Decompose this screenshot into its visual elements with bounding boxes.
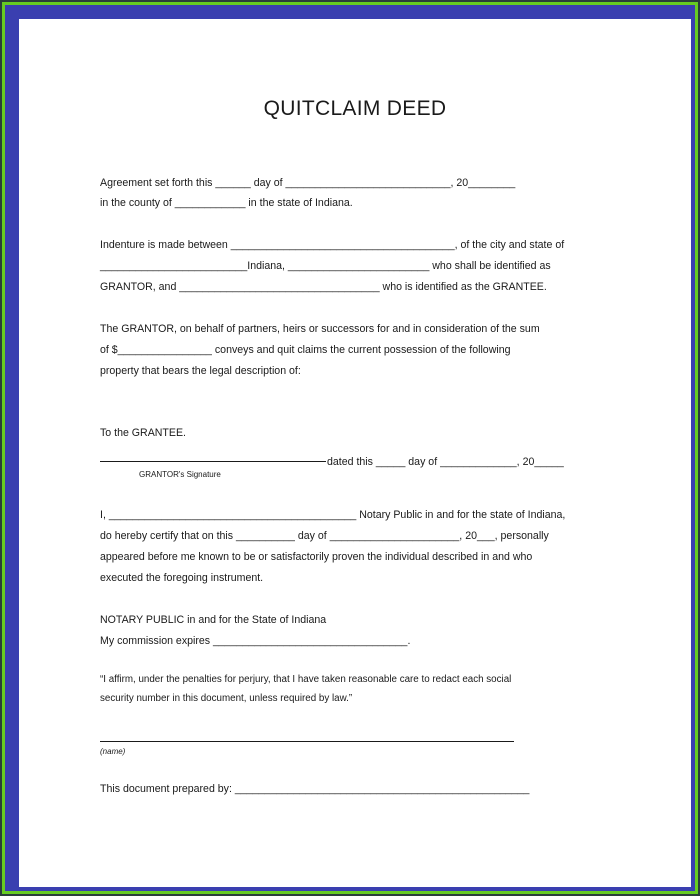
prepared-by-line: This document prepared by: __________________________________________________: [100, 783, 530, 795]
notary-line-3: appeared before me known to be or satisfactorily proven the individual described in and who: [100, 551, 533, 563]
dated-line: dated this _____ day of _____________, 20_____: [327, 456, 564, 468]
indenture-line-1: Indenture is made between ______________________________________, of the city and state of: [100, 239, 565, 251]
indenture-line-3: GRANTOR, and __________________________________ who is identified as the GRANTEE.: [100, 281, 547, 293]
notary-line-1: I, __________________________________________ Notary Public in and for the state of Indiana,: [100, 509, 566, 521]
grantor-signature-line: [100, 461, 326, 462]
notary-line-4: executed the foregoing instrument.: [100, 572, 264, 584]
notary-line-2: do hereby certify that on this __________ day of ______________________, 20___, personally: [100, 530, 549, 542]
notary-public-line: NOTARY PUBLIC in and for the State of Indiana: [100, 614, 327, 626]
to-grantee-text: To the GRANTEE.: [100, 427, 186, 439]
commission-line: My commission expires _________________________________.: [100, 635, 411, 647]
grantor-signature-label: GRANTOR's Signature: [139, 470, 221, 479]
indenture-line-2: _________________________Indiana, ________________________ who shall be identified as: [100, 260, 551, 272]
grantor-line-2: of $________________ conveys and quit claims the current possession of the following: [100, 344, 511, 356]
name-signature-line: [100, 741, 514, 742]
grantor-line-3: property that bears the legal description of:: [100, 365, 301, 377]
name-label: (name): [100, 747, 126, 756]
document-page: [19, 19, 691, 887]
affirm-line-2: security number in this document, unless required by law.”: [100, 693, 353, 704]
agreement-line-2: in the county of ____________ in the state of Indiana.: [100, 197, 353, 209]
outer-frame: [2, 2, 698, 894]
affirm-line-1: “I affirm, under the penalties for perjury, that I have taken reasonable care to redact each social: [100, 674, 512, 685]
document-title: QUITCLAIM DEED: [263, 97, 447, 120]
grantor-line-1: The GRANTOR, on behalf of partners, heirs or successors for and in consideration of the sum: [100, 323, 540, 335]
agreement-line-1: Agreement set forth this ______ day of ____________________________, 20________: [100, 177, 516, 189]
